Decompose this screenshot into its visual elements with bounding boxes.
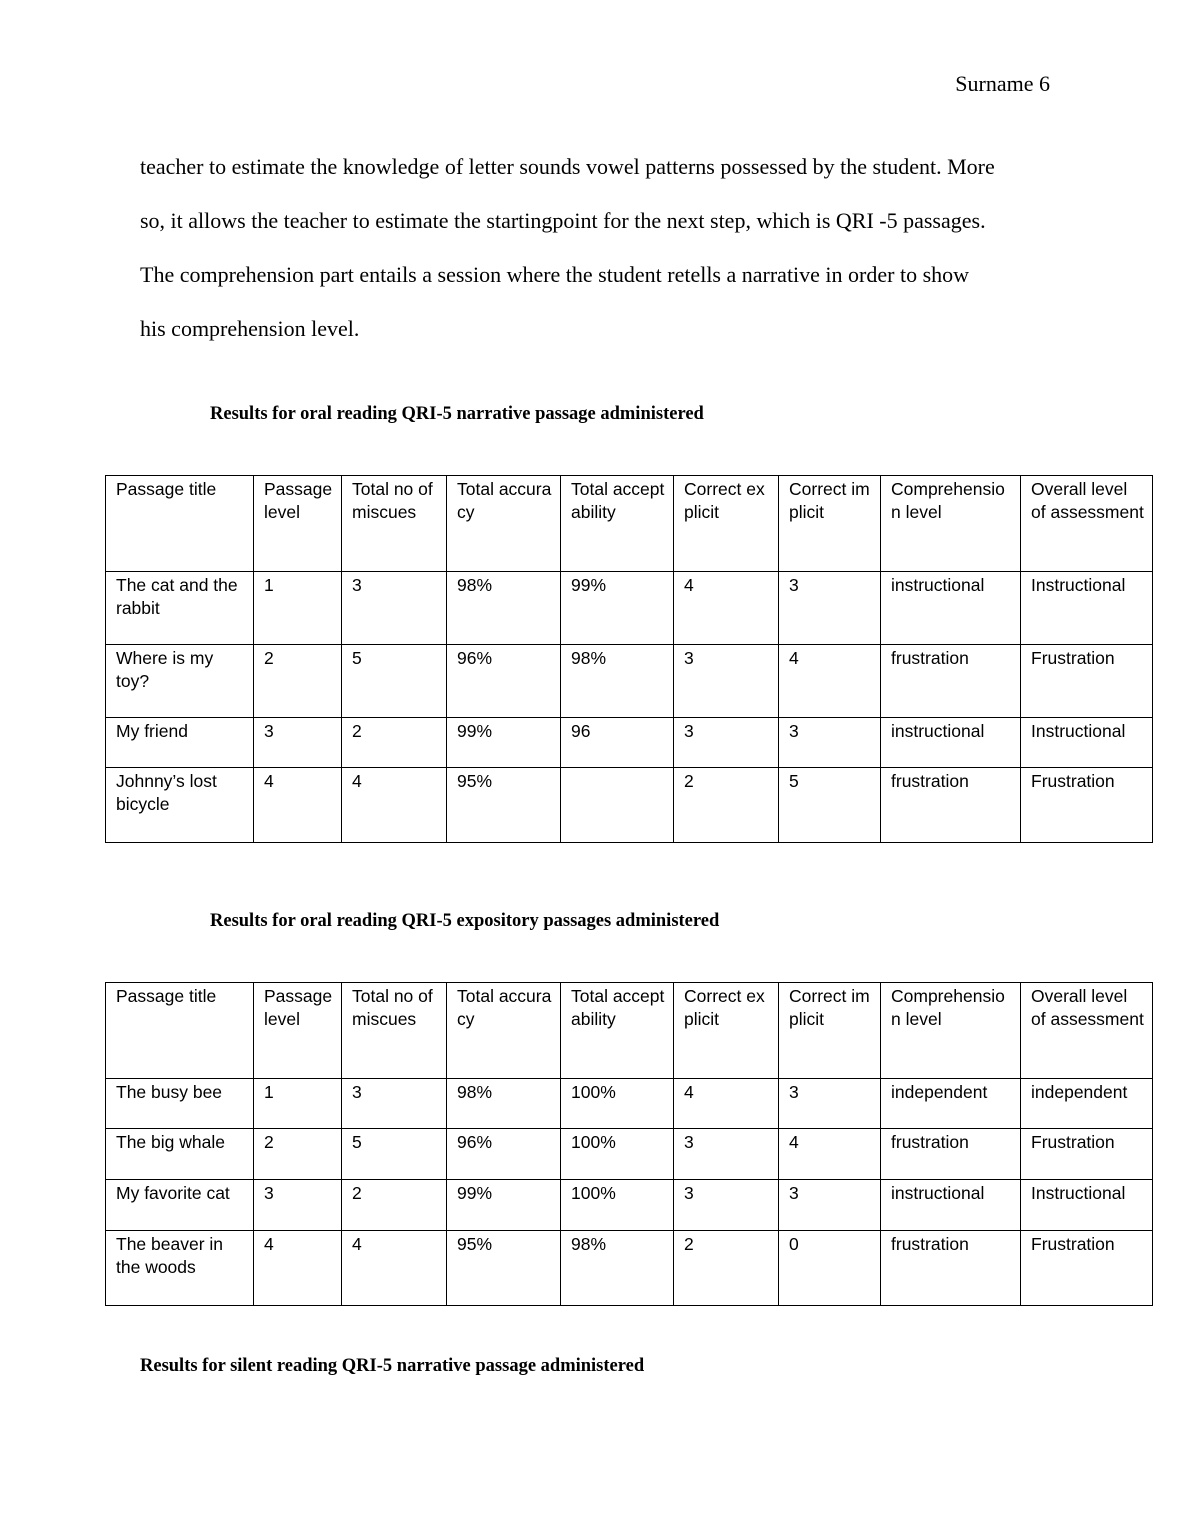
table-header-row: [106, 983, 1153, 1079]
table-cell: instructional: [881, 572, 1021, 645]
column-header: Comprehension level: [881, 983, 1021, 1079]
column-header: Total no of miscues: [342, 983, 447, 1079]
table-cell: frustration: [881, 645, 1021, 718]
table-cell: 3: [342, 1079, 447, 1129]
column-header: Overall level of assessment: [1021, 983, 1153, 1079]
table-cell: Frustration: [1021, 1129, 1153, 1180]
table-cell: Johnny’s lost bicycle: [106, 768, 254, 843]
table-cell: 4: [342, 1231, 447, 1306]
expository-results-table: [105, 982, 1153, 1306]
table-cell: 96: [561, 718, 674, 768]
table-cell: Instructional: [1021, 1180, 1153, 1231]
table-cell: 96%: [447, 645, 561, 718]
table-cell: frustration: [881, 768, 1021, 843]
column-header: Overall level of assessment: [1021, 476, 1153, 572]
column-header: Comprehension level: [881, 476, 1021, 572]
table-cell: The big whale: [106, 1129, 254, 1180]
table-cell: 98%: [447, 572, 561, 645]
paragraph-line: teacher to estimate the knowledge of letter sounds vowel patterns possessed by the student. More: [140, 154, 995, 179]
table-cell: 98%: [561, 1231, 674, 1306]
table-cell: 3: [674, 1180, 779, 1231]
table-cell: 2: [674, 1231, 779, 1306]
column-header: Total accuracy: [447, 983, 561, 1079]
table-cell: My friend: [106, 718, 254, 768]
narrative-results-table: [105, 475, 1153, 843]
table-cell: 2: [342, 1180, 447, 1231]
table-cell: 2: [342, 718, 447, 768]
table-cell: frustration: [881, 1231, 1021, 1306]
table-cell: independent: [881, 1079, 1021, 1129]
table-cell: 2: [254, 1129, 342, 1180]
silent-reading-caption: Results for silent reading QRI-5 narrative passage administered: [140, 1356, 645, 1376]
table-cell: Frustration: [1021, 768, 1153, 843]
table-cell: 0: [779, 1231, 881, 1306]
table-cell: 3: [779, 718, 881, 768]
table-cell: 5: [779, 768, 881, 843]
table-cell: 100%: [561, 1129, 674, 1180]
table-cell: Frustration: [1021, 645, 1153, 718]
column-header: Total no of miscues: [342, 476, 447, 572]
table-cell: The busy bee: [106, 1079, 254, 1129]
column-header: Correct implicit: [779, 476, 881, 572]
column-header: Total acceptability: [561, 983, 674, 1079]
table-cell: Frustration: [1021, 1231, 1153, 1306]
expository-table-caption: Results for oral reading QRI-5 expository passages administered: [210, 911, 720, 931]
column-header: Total accuracy: [447, 476, 561, 572]
table-cell: The cat and the rabbit: [106, 572, 254, 645]
table-cell: 4: [254, 1231, 342, 1306]
table-row: [106, 1129, 1153, 1180]
table-cell: instructional: [881, 718, 1021, 768]
table-cell: Instructional: [1021, 572, 1153, 645]
table-cell: My favorite cat: [106, 1180, 254, 1231]
column-header: Passage level: [254, 476, 342, 572]
column-header: Correct explicit: [674, 476, 779, 572]
table-cell: 5: [342, 645, 447, 718]
table-cell: 3: [342, 572, 447, 645]
table-cell: 100%: [561, 1079, 674, 1129]
body-paragraph: [140, 140, 1060, 356]
table-cell: 99%: [561, 572, 674, 645]
table-cell: 1: [254, 1079, 342, 1129]
table-cell: 5: [342, 1129, 447, 1180]
column-header: Correct implicit: [779, 983, 881, 1079]
table-cell: independent: [1021, 1079, 1153, 1129]
paragraph-line: so, it allows the teacher to estimate the startingpoint for the next step, which is QRI -5 passages.: [140, 208, 986, 233]
table-cell: 96%: [447, 1129, 561, 1180]
table-row: [106, 572, 1153, 645]
column-header: Correct explicit: [674, 983, 779, 1079]
running-head: Surname 6: [955, 71, 1050, 96]
table-cell: 4: [779, 1129, 881, 1180]
narrative-table-caption: Results for oral reading QRI-5 narrative passage administered: [210, 404, 704, 424]
table-cell: 3: [779, 1180, 881, 1231]
table-cell: 2: [674, 768, 779, 843]
table-cell: 98%: [561, 645, 674, 718]
table-cell: [561, 768, 674, 843]
table-cell: 4: [674, 1079, 779, 1129]
table-row: [106, 768, 1153, 843]
table-cell: 3: [674, 718, 779, 768]
table-row: [106, 645, 1153, 718]
table-cell: The beaver in the woods: [106, 1231, 254, 1306]
column-header: Passage title: [106, 983, 254, 1079]
table-cell: 3: [674, 645, 779, 718]
table-cell: 100%: [561, 1180, 674, 1231]
table-cell: 99%: [447, 1180, 561, 1231]
table-cell: instructional: [881, 1180, 1021, 1231]
table-cell: 99%: [447, 718, 561, 768]
table-cell: frustration: [881, 1129, 1021, 1180]
table-row: [106, 1180, 1153, 1231]
table-cell: 4: [342, 768, 447, 843]
table-cell: 1: [254, 572, 342, 645]
table-cell: 3: [779, 1079, 881, 1129]
column-header: Total acceptability: [561, 476, 674, 572]
table-row: [106, 1079, 1153, 1129]
table-cell: 98%: [447, 1079, 561, 1129]
table-cell: Instructional: [1021, 718, 1153, 768]
table-header-row: [106, 476, 1153, 572]
table-cell: 4: [254, 768, 342, 843]
column-header: Passage title: [106, 476, 254, 572]
table-cell: 2: [254, 645, 342, 718]
table-cell: 3: [254, 718, 342, 768]
table-row: [106, 1231, 1153, 1306]
table-cell: 3: [779, 572, 881, 645]
table-cell: 3: [254, 1180, 342, 1231]
table-cell: 95%: [447, 768, 561, 843]
paragraph-line: his comprehension level.: [140, 316, 360, 341]
table-cell: 3: [674, 1129, 779, 1180]
table-cell: 4: [779, 645, 881, 718]
paragraph-line: The comprehension part entails a session where the student retells a narrative in order to show: [140, 262, 970, 287]
table-cell: 95%: [447, 1231, 561, 1306]
table-row: [106, 718, 1153, 768]
table-cell: Where is my toy?: [106, 645, 254, 718]
table-cell: 4: [674, 572, 779, 645]
column-header: Passage level: [254, 983, 342, 1079]
